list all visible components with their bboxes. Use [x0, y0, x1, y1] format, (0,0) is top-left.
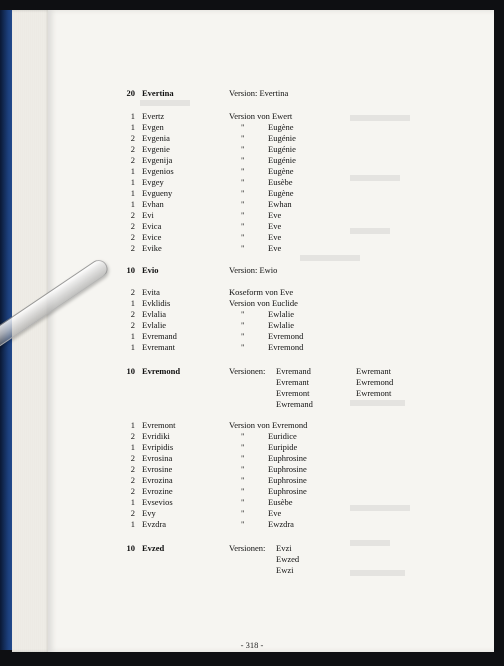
ditto-mark: ": [241, 331, 245, 341]
entry-count: 2: [130, 221, 135, 231]
entry-name: Evrozina: [142, 475, 173, 485]
entry-name: Evy: [142, 508, 156, 518]
entry-count: 10: [126, 265, 135, 275]
entry-count: 10: [126, 366, 135, 376]
entry-count: 1: [130, 188, 135, 198]
entry-count: 2: [130, 508, 135, 518]
version-item: Ewremond: [356, 377, 394, 387]
ditto-mark: ": [241, 144, 245, 154]
entry-name: Evertz: [142, 111, 165, 121]
ditto-mark: ": [241, 309, 245, 319]
entry-target: Eve: [268, 508, 282, 518]
entry-name: Evgenie: [142, 144, 170, 154]
ditto-mark: ": [241, 497, 245, 507]
entry-target: Eugène: [268, 188, 294, 198]
ditto-mark: ": [241, 453, 245, 463]
entry-description: Versionen:: [229, 366, 266, 376]
ditto-mark: ": [241, 166, 245, 176]
entry-count: 1: [130, 442, 135, 452]
entry-count: 1: [130, 519, 135, 529]
entry-description: Version von Evremond: [229, 420, 308, 430]
entry-count: 2: [130, 232, 135, 242]
entry-target: Ewlalie: [268, 309, 294, 319]
entry-name: Evzed: [142, 543, 165, 553]
entry-count: 2: [130, 287, 135, 297]
ditto-mark: ": [241, 442, 245, 452]
entry-target: Euripide: [268, 442, 298, 452]
entry-target: Euphrosine: [268, 464, 307, 474]
entry-count: 20: [126, 88, 135, 98]
entry-description: Version: Evertina: [229, 88, 289, 98]
entry-target: Eve: [268, 221, 282, 231]
entry-count: 1: [130, 122, 135, 132]
entry-target: Ewzdra: [268, 519, 294, 529]
entry-name: Evi: [142, 210, 154, 220]
ditto-mark: ": [241, 243, 245, 253]
entry-name: Evgueny: [142, 188, 173, 198]
entry-name: Evzdra: [142, 519, 167, 529]
entry-name: Evike: [142, 243, 162, 253]
entry-count: 1: [130, 177, 135, 187]
entry-count: 2: [130, 144, 135, 154]
entry-name: Evremand: [142, 331, 177, 341]
version-item: Ewzi: [276, 565, 294, 575]
entry-name: Evklidis: [142, 298, 171, 308]
ditto-mark: ": [241, 508, 245, 518]
page-number: - 318 -: [240, 640, 264, 650]
entry-target: Ewlalie: [268, 320, 294, 330]
ditto-mark: ": [241, 210, 245, 220]
ditto-mark: ": [241, 199, 245, 209]
entry-count: 1: [130, 111, 135, 121]
entry-count: 2: [130, 453, 135, 463]
entry-name: Evripidis: [142, 442, 174, 452]
entry-name: Evlalie: [142, 320, 167, 330]
version-item: Ewzed: [276, 554, 300, 564]
entry-name: Evica: [142, 221, 162, 231]
entry-name: Evgey: [142, 177, 164, 187]
entry-description: Version von Euclide: [229, 298, 298, 308]
entry-description: Version: Ewio: [229, 265, 278, 275]
entry-name: Evio: [142, 265, 159, 275]
ditto-mark: ": [241, 221, 245, 231]
entry-target: Eugène: [268, 122, 294, 132]
entry-name: Evgenios: [142, 166, 174, 176]
entry-name: Evridiki: [142, 431, 170, 441]
entry-target: Euridice: [268, 431, 297, 441]
entry-count: 2: [130, 243, 135, 253]
entry-target: Eve: [268, 243, 282, 253]
entry-target: Ewhan: [268, 199, 292, 209]
entry-target: Eusèbe: [268, 177, 293, 187]
entry-name: Evsevios: [142, 497, 173, 507]
entry-target: Evremond: [268, 342, 304, 352]
ditto-mark: ": [241, 188, 245, 198]
entry-name: Evlalia: [142, 309, 167, 319]
entry-name: Evrosina: [142, 453, 173, 463]
ditto-mark: ": [241, 133, 245, 143]
ditto-mark: ": [241, 177, 245, 187]
entry-target: Eve: [268, 232, 282, 242]
entry-name: Evgenia: [142, 133, 170, 143]
entry-count: 2: [130, 486, 135, 496]
entry-name: Evhan: [142, 199, 164, 209]
entry-count: 2: [130, 431, 135, 441]
entry-target: Eve: [268, 210, 282, 220]
version-item: Evremant: [276, 377, 310, 387]
entry-name: Evita: [142, 287, 160, 297]
entry-target: Euphrosine: [268, 453, 307, 463]
entry-name: Evrozine: [142, 486, 173, 496]
ditto-mark: ": [241, 475, 245, 485]
ditto-mark: ": [241, 320, 245, 330]
entry-count: 2: [130, 309, 135, 319]
entry-count: 1: [130, 199, 135, 209]
entry-target: Eugénie: [268, 155, 296, 165]
entry-count: 1: [130, 342, 135, 352]
entry-count: 1: [130, 420, 135, 430]
entry-name: Evremond: [142, 366, 181, 376]
entry-count: 2: [130, 210, 135, 220]
entry-name: Evertina: [142, 88, 174, 98]
ditto-mark: ": [241, 232, 245, 242]
entry-name: Evice: [142, 232, 162, 242]
entry-target: Evremond: [268, 331, 304, 341]
entry-count: 1: [130, 166, 135, 176]
version-item: Evremont: [276, 388, 310, 398]
entry-target: Euphrosine: [268, 475, 307, 485]
ditto-mark: ": [241, 155, 245, 165]
ditto-mark: ": [241, 464, 245, 474]
entry-name: Evremont: [142, 420, 176, 430]
entry-count: 2: [130, 155, 135, 165]
entry-count: 2: [130, 133, 135, 143]
ditto-mark: ": [241, 342, 245, 352]
version-item: Ewremont: [356, 388, 392, 398]
version-item: Evzi: [276, 543, 292, 553]
ditto-mark: ": [241, 122, 245, 132]
entry-name: Evremant: [142, 342, 176, 352]
version-item: Evremand: [276, 366, 311, 376]
ditto-mark: ": [241, 519, 245, 529]
entry-count: 1: [130, 331, 135, 341]
entry-target: Eugénie: [268, 133, 296, 143]
version-item: Ewremant: [356, 366, 391, 376]
entry-count: 2: [130, 320, 135, 330]
entry-description: Koseform von Eve: [229, 287, 294, 297]
entry-target: Euphrosine: [268, 486, 307, 496]
entry-count: 1: [130, 497, 135, 507]
entry-count: 2: [130, 475, 135, 485]
entry-name: Evgen: [142, 122, 164, 132]
entry-target: Eugène: [268, 166, 294, 176]
entry-target: Eusèbe: [268, 497, 293, 507]
ditto-mark: ": [241, 486, 245, 496]
entry-count: 1: [130, 298, 135, 308]
ditto-mark: ": [241, 431, 245, 441]
entry-count: 10: [126, 543, 135, 553]
entry-description: Versionen:: [229, 543, 266, 553]
entry-count: 2: [130, 464, 135, 474]
entry-name: Evrosine: [142, 464, 173, 474]
entry-name: Evgenija: [142, 155, 173, 165]
entry-description: Version von Ewert: [229, 111, 293, 121]
entry-target: Eugénie: [268, 144, 296, 154]
version-item: Ewremand: [276, 399, 313, 409]
